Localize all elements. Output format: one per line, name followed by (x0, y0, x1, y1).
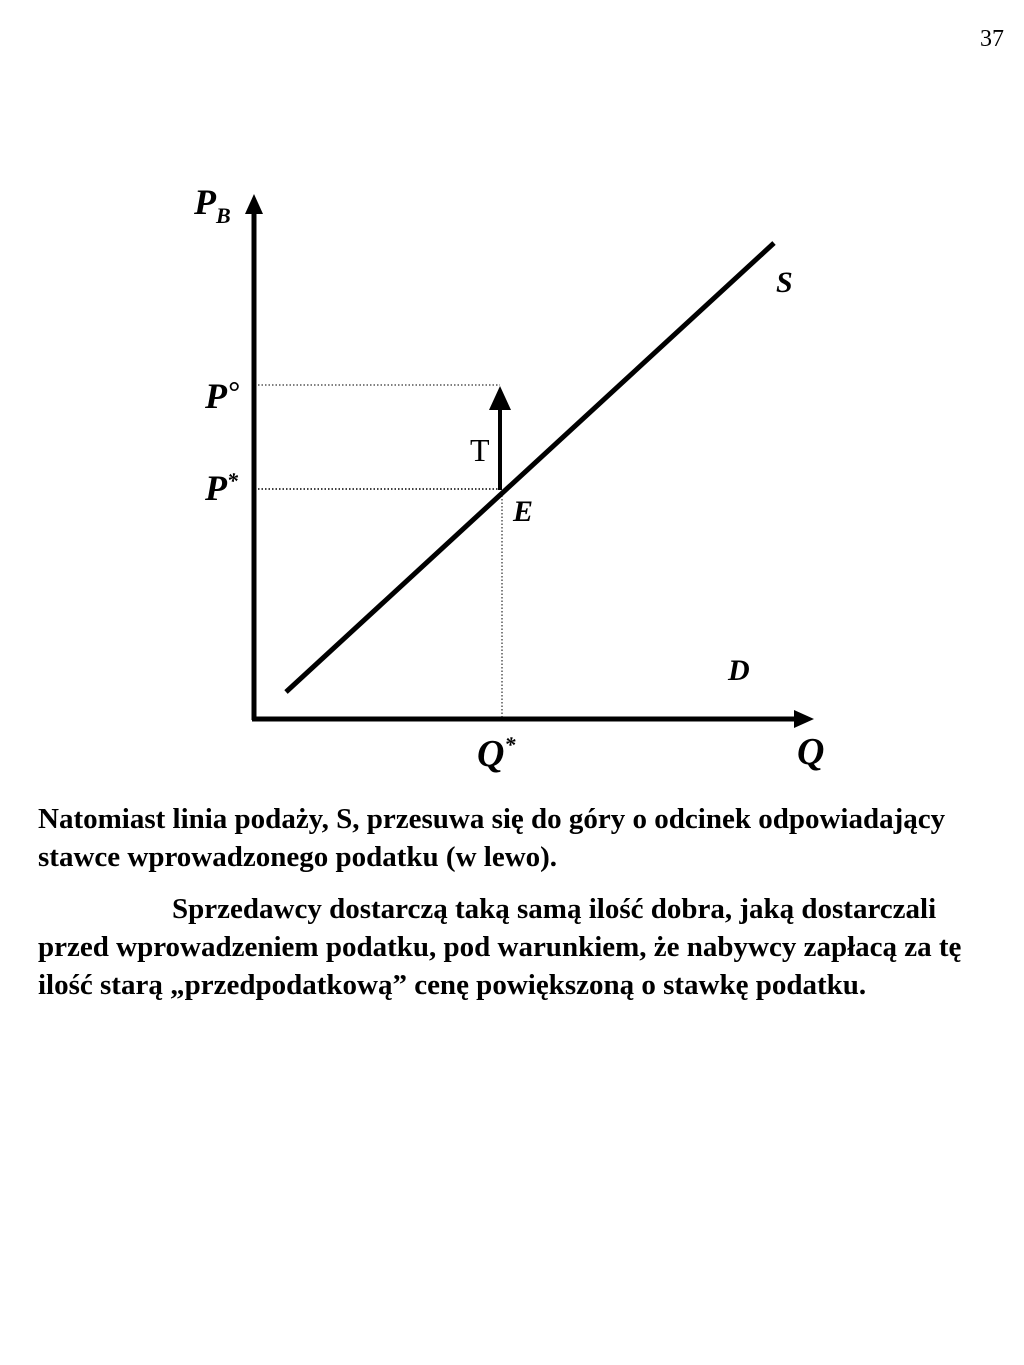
y-axis-label: $P_B$ (194, 182, 231, 228)
paragraph-2-text: Sprzedawcy dostarczą taką samą ilość dobra, jaką dostarczali przed wprowadzeniem podatku, pod warunkiem, że nabywcy zapłacą za tę ilość starą „przedpodatkową” cenę powiększoną o stawkę podatku. (38, 893, 962, 1001)
price-high-label: P° (205, 376, 239, 416)
y-axis-arrow-icon (245, 194, 263, 214)
supply-label: S (776, 266, 793, 299)
paragraph-2 (38, 890, 988, 1004)
equilibrium-label: E (513, 495, 534, 528)
x-axis-arrow-icon (794, 710, 814, 728)
tax-label: T (470, 432, 490, 468)
tax-arrow-head-icon (489, 386, 511, 410)
body-text (38, 800, 988, 1018)
supply-line (286, 243, 774, 692)
price-eq-label: P* (205, 468, 238, 508)
quantity-eq-label: Q* (477, 732, 516, 775)
demand-label: D (728, 654, 750, 687)
paragraph-1: Natomiast linia podaży, S, przesuwa się do góry o odcinek odpowiadający stawce wprowadzonego podatku (w lewo). (38, 803, 946, 873)
page-number: 37 (980, 26, 1004, 52)
x-axis-label: Q (797, 731, 825, 773)
